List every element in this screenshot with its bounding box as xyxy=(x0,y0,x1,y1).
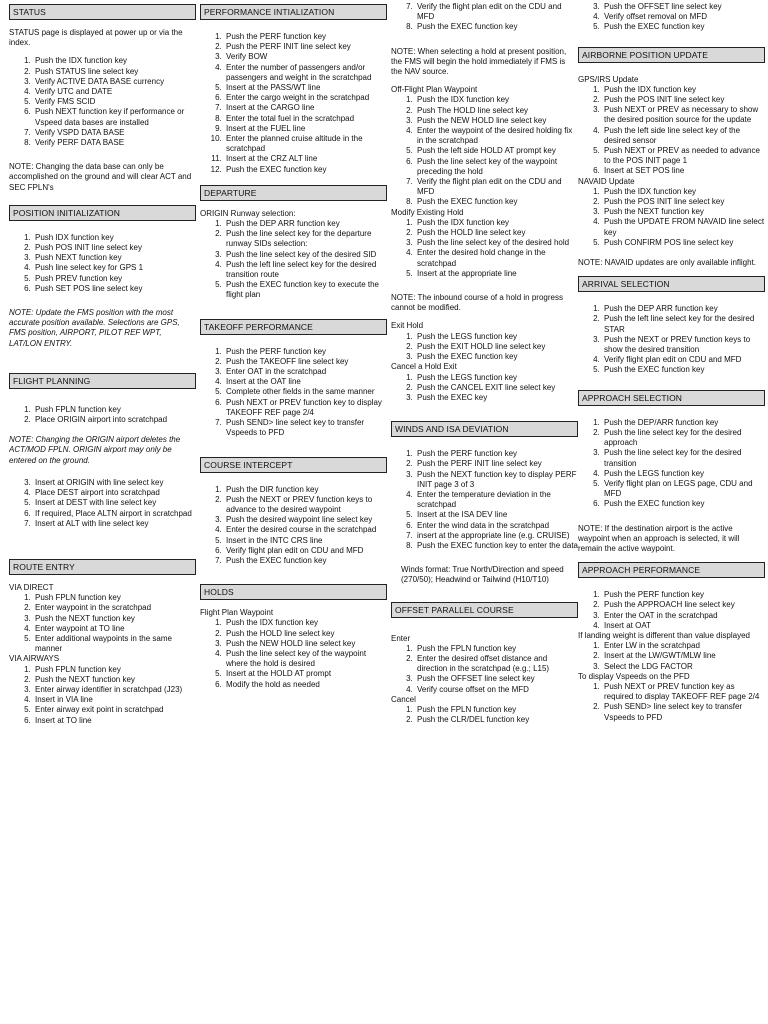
modify-sub: Modify Existing Hold xyxy=(391,207,464,217)
perf-init-header: PERFORMANCE INTIALIZATION xyxy=(200,4,387,20)
list-item: 7. Insert at ALT with line select key xyxy=(33,519,196,529)
cancel-exit-sub: Cancel a Hold Exit xyxy=(391,362,457,372)
list-item: 4. Enter the desired hold change in the scratchpad xyxy=(415,248,578,268)
holds-note-inbound: NOTE: The inbound course of a hold in progress cannot be modified. xyxy=(391,293,563,313)
course-intercept-steps xyxy=(200,485,387,567)
list-item: 1. Push the PERF function key xyxy=(224,347,387,357)
list-item: 3. Enter airway identifier in scratchpad (J23) xyxy=(33,685,196,695)
list-item: 5. Verify FMS SCID xyxy=(33,97,196,107)
list-item: 7. insert at the appropriate line (e.g. CRUISE) xyxy=(415,531,578,541)
via-direct-steps xyxy=(9,593,196,654)
offset-cancel-steps xyxy=(391,705,578,725)
navaid-update-steps xyxy=(578,187,765,248)
list-item: 3. Push the NEXT function key xyxy=(33,614,196,624)
list-item: 2. Push the line select key for the desired approach xyxy=(602,428,765,448)
list-item: 10. Enter the planned cruise altitude in the scratchpad xyxy=(224,134,387,154)
route-entry-header: ROUTE ENTRY xyxy=(9,559,196,575)
list-item: 3. Push the NEW HOLD line select key xyxy=(415,116,578,126)
list-item: 1. Push the PERF function key xyxy=(602,590,765,600)
exit-hold-steps xyxy=(391,332,578,363)
list-item: 4. Push the line select key of the waypoint where the hold is desired xyxy=(224,649,387,669)
list-item: 1. Push the FPLN function key xyxy=(415,644,578,654)
modify-steps xyxy=(391,218,578,279)
flight-planning-steps-a xyxy=(9,405,196,425)
list-item: 6. Verify flight plan edit on CDU and MFD xyxy=(224,546,387,556)
list-item: 3. Push the NEXT or PREV function keys to show the desired transition xyxy=(602,335,765,355)
cancel-exit-steps xyxy=(391,373,578,404)
list-item: 6. Push NEXT or PREV function key to display TAKEOFF REF page 2/4 xyxy=(224,398,387,418)
list-item: 2. Push the PERF INIT line select key xyxy=(224,42,387,52)
list-item: 4. Push the LEGS function key xyxy=(602,469,765,479)
list-item: 5. Insert at the ISA DEV line xyxy=(415,510,578,520)
list-item: 2. Push The HOLD line select key xyxy=(415,106,578,116)
list-item: 3. Verify BOW xyxy=(224,52,387,62)
vspeeds-steps xyxy=(578,682,765,723)
list-item: 2. Push POS INIT line select key xyxy=(33,243,196,253)
list-item: 8. Push the EXEC function key xyxy=(415,22,578,32)
approach-sel-header: APPROACH SELECTION xyxy=(578,390,765,406)
list-item: 2. Push the NEXT or PREV function keys to advance to the desired waypoint xyxy=(224,495,387,515)
list-item: 4. Push line select key for GPS 1 xyxy=(33,263,196,273)
list-item: 3. Push the EXEC key xyxy=(415,393,578,403)
list-item: 8. Push the EXEC function key xyxy=(415,197,578,207)
list-item: 2. Insert at the LW/GWT/MLW line xyxy=(602,651,765,661)
list-item: 5. Insert at DEST with line select key xyxy=(33,498,196,508)
list-item: 3. Verify ACTIVE DATA BASE currency xyxy=(33,77,196,87)
list-item: 6. If required, Place ALTN airport in scratchpad xyxy=(33,509,196,519)
list-item: 2. Push the HOLD line select key xyxy=(224,629,387,639)
navaid-note: NOTE: NAVAID updates are only available inflight. xyxy=(578,258,757,268)
list-item: 6. Enter the cargo weight in the scratchpad xyxy=(224,93,387,103)
list-item: 1. Push FPLN function key xyxy=(33,405,196,415)
list-item: 5. Insert in the INTC CRS line xyxy=(224,536,387,546)
arrival-steps xyxy=(578,304,765,375)
list-item: 1. Push the IDX function key xyxy=(415,218,578,228)
departure-sub: ORIGIN Runway selection: xyxy=(200,208,296,218)
approach-perf-steps xyxy=(578,590,765,631)
list-item: 5. Push NEXT or PREV as needed to advance to the POS INIT page 1 xyxy=(602,146,765,166)
list-item: 3. Push the EXEC function key xyxy=(415,352,578,362)
list-item: 5. Push PREV function key xyxy=(33,274,196,284)
list-item: 6. Push NEXT function key if performance or Vspeed data bases are installed xyxy=(33,107,196,127)
via-airways-label: VIA AIRWAYS xyxy=(9,654,60,664)
list-item: 4. Enter waypoint at TO line xyxy=(33,624,196,634)
perf-init-steps xyxy=(200,32,387,175)
approach-perf-header: APPROACH PERFORMANCE xyxy=(578,562,765,578)
list-item: 5. Enter additional waypoints in the same manner xyxy=(33,634,196,654)
list-item: 2. Push the TAKEOFF line select key xyxy=(224,357,387,367)
column-3 xyxy=(391,0,578,1024)
flight-planning-header: FLIGHT PLANNING xyxy=(9,373,196,389)
list-item: 2. Push the left line select key for the desired STAR xyxy=(602,314,765,334)
list-item: 1. Push the DEP ARR function key xyxy=(602,304,765,314)
list-item: 3. Push NEXT or PREV as necessary to show the desired position source for the update xyxy=(602,105,765,125)
list-item: 1. Push the IDX function key xyxy=(602,187,765,197)
airborne-pos-header: AIRBORNE POSITION UPDATE xyxy=(578,47,765,63)
status-header: STATUS xyxy=(9,4,196,20)
list-item: 7. Verify VSPD DATA BASE xyxy=(33,128,196,138)
list-item: 9. Insert at the FUEL line xyxy=(224,124,387,134)
list-item: 4. Push the UPDATE FROM NAVAID line select key xyxy=(602,217,765,237)
offset-header: OFFSET PARALLEL COURSE xyxy=(391,602,578,618)
list-item: 1. Push FPLN function key xyxy=(33,593,196,603)
list-item: 1. Push the IDX function key xyxy=(602,85,765,95)
status-steps xyxy=(9,56,196,148)
list-item: 2. Place ORIGIN airport into scratchpad xyxy=(33,415,196,425)
list-item: 4. Place DEST airport into scratchpad xyxy=(33,488,196,498)
list-item: 5. Push the EXEC function key xyxy=(602,365,765,375)
list-item: 5. Insert at the appropriate line xyxy=(415,269,578,279)
column-2 xyxy=(200,0,387,1024)
list-item: 8. Push the EXEC function key to enter the data xyxy=(415,541,578,551)
winds-isa-header: WINDS AND ISA DEVIATION xyxy=(391,421,578,437)
via-direct-label: VIA DIRECT xyxy=(9,582,54,592)
winds-format: Winds format: True North/Direction and speed (270/50); Headwind or Tailwind (H10/T10) xyxy=(401,565,564,585)
list-item: 4. Insert at the OAT line xyxy=(224,377,387,387)
list-item: 8. Verify PERF DATA BASE xyxy=(33,138,196,148)
list-item: 5. Enter airway exit point in scratchpad xyxy=(33,705,196,715)
list-item: 6. Modify the hold as needed xyxy=(224,680,387,690)
list-item: 4. Verify UTC and DATE xyxy=(33,87,196,97)
list-item: 4. Push the left side line select key of the desired sensor xyxy=(602,126,765,146)
list-item: 6. Insert at TO line xyxy=(33,716,196,726)
list-item: 3. Push the NEW HOLD line select key xyxy=(224,639,387,649)
list-item: 2. Enter waypoint in the scratchpad xyxy=(33,603,196,613)
holds-cont-steps xyxy=(391,2,578,33)
gps-update-sub: GPS/IRS Update xyxy=(578,74,639,84)
list-item: 1. Push the DEP ARR function key xyxy=(224,219,387,229)
list-item: 2. Push the POS INIT line select key xyxy=(602,95,765,105)
list-item: 1. Push the LEGS function key xyxy=(415,332,578,342)
list-item: 3. Enter OAT in the scratchpad xyxy=(224,367,387,377)
list-item: 1. Push FPLN function key xyxy=(33,665,196,675)
list-item: 1. Push the PERF function key xyxy=(415,449,578,459)
list-item: 3. Insert at ORIGIN with line select key xyxy=(33,478,196,488)
course-intercept-header: COURSE INTERCEPT xyxy=(200,457,387,473)
list-item: 5. Push CONFIRM POS line select key xyxy=(602,238,765,248)
list-item: 1. Push IDX function key xyxy=(33,233,196,243)
offset-enter-sub: Enter xyxy=(391,633,411,643)
list-item: 4. Verify course offset on the MFD xyxy=(415,685,578,695)
list-item: 7. Verify the flight plan edit on the CDU and MFD xyxy=(415,2,578,22)
list-item: 12. Push the EXEC function key xyxy=(224,165,387,175)
list-item: 3. Push the line select key of the desired SID xyxy=(224,250,387,260)
holds-steps xyxy=(200,618,387,689)
landing-weight-sub: If landing weight is different than value displayed xyxy=(578,630,750,640)
list-item: 6. Push the EXEC function key xyxy=(602,499,765,509)
list-item: 1. Push the LEGS function key xyxy=(415,373,578,383)
list-item: 6. Enter the wind data in the scratchpad xyxy=(415,521,578,531)
list-item: 4. Enter the temperature deviation in the scratchpad xyxy=(415,490,578,510)
offset-enter-steps xyxy=(391,644,578,695)
list-item: 2. Push the CLR/DEL function key xyxy=(415,715,578,725)
list-item: 2. Push the HOLD line select key xyxy=(415,228,578,238)
list-item: 5. Insert at the HOLD AT prompt xyxy=(224,669,387,679)
takeoff-perf-steps xyxy=(200,347,387,439)
list-item: 3. Push the OFFSET line select key xyxy=(602,2,765,12)
list-item: 3. Push NEXT function key xyxy=(33,253,196,263)
position-init-header: POSITION INITIALIZATION xyxy=(9,205,196,221)
offset-cont-steps xyxy=(578,2,765,33)
list-item: 2. Push SEND> line select key to transfer Vspeeds to PFD xyxy=(602,702,765,722)
list-item: 3. Push the OFFSET line select key xyxy=(415,674,578,684)
list-item: 6. Push the line select key of the waypoint preceding the hold xyxy=(415,157,578,177)
list-item: 4. Insert at OAT xyxy=(602,621,765,631)
list-item: 7. Insert at the CARGO line xyxy=(224,103,387,113)
list-item: 1. Push NEXT or PREV function key as required to display TAKEOFF REF page 2/4 xyxy=(602,682,765,702)
list-item: 6. Push SET POS line select key xyxy=(33,284,196,294)
list-item: 2. Push the PERF INIT line select key xyxy=(415,459,578,469)
list-item: 5. Insert at the PASS/WT line xyxy=(224,83,387,93)
status-note: NOTE: Changing the data base can only be accomplished on the ground and will clear ACT and SEC FPLN's xyxy=(9,162,192,192)
position-init-note: NOTE: Update the FMS position with the most accurate position available. Selections are GPS, FMS position, AIRPORT, PILOT REF WPT, LAT/LON ENTRY. xyxy=(9,308,180,348)
list-item: 2. Push the APPROACH line select key xyxy=(602,600,765,610)
navaid-update-sub: NAVAID Update xyxy=(578,176,635,186)
list-item: 4. Insert in VIA line xyxy=(33,695,196,705)
flight-planning-note: NOTE: Changing the ORIGIN airport deletes the ACT/MOD FPLN. ORIGIN airport may only be entered on the ground. xyxy=(9,435,181,465)
list-item: 7. Push SEND> line select key to transfer Vspeeds to PFD xyxy=(224,418,387,438)
via-airways-steps xyxy=(9,665,196,726)
list-item: 3. Push the line select key for the desired transition xyxy=(602,448,765,468)
column-4 xyxy=(578,0,765,1024)
list-item: 4. Verify offset removal on MFD xyxy=(602,12,765,22)
list-item: 4. Enter the desired course in the scratchpad xyxy=(224,525,387,535)
list-item: 2. Enter the desired offset distance and direction in the scratchpad (e.g.; L15) xyxy=(415,654,578,674)
flight-planning-steps-b xyxy=(9,478,196,529)
list-item: 5. Verify flight plan on LEGS page, CDU and MFD xyxy=(602,479,765,499)
list-item: 4. Enter the number of passengers and/or passengers and weight in the scratchpad xyxy=(224,63,387,83)
list-item: 5. Push the left side HOLD AT prompt key xyxy=(415,146,578,156)
list-item: 1. Push the PERF function key xyxy=(224,32,387,42)
list-item: 8. Enter the total fuel in the scratchpad xyxy=(224,114,387,124)
list-item: 6. Insert at SET POS line xyxy=(602,166,765,176)
departure-header: DEPARTURE xyxy=(200,185,387,201)
list-item: 7. Verify the flight plan edit on the CDU and MFD xyxy=(415,177,578,197)
list-item: 5. Push the EXEC function key to execute the flight plan xyxy=(224,280,387,300)
winds-isa-steps xyxy=(391,449,578,551)
arrival-header: ARRIVAL SELECTION xyxy=(578,276,765,292)
list-item: 3. Select the LDG FACTOR xyxy=(602,662,765,672)
list-item: 1. Push the IDX function key xyxy=(33,56,196,66)
list-item: 2. Push STATUS line select key xyxy=(33,67,196,77)
list-item: 11. Insert at the CRZ ALT line xyxy=(224,154,387,164)
offplan-sub: Off-Flight Plan Waypoint xyxy=(391,85,478,95)
position-init-steps xyxy=(9,233,196,294)
list-item: 5. Push the EXEC function key xyxy=(602,22,765,32)
list-item: 1. Push the DIR function key xyxy=(224,485,387,495)
list-item: 3. Push the NEXT function key xyxy=(602,207,765,217)
list-item: 2. Push the POS INIT line select key xyxy=(602,197,765,207)
approach-sel-note: NOTE: If the destination airport is the active waypoint when an approach is selected, it will remain the active waypoint. xyxy=(578,523,740,553)
list-item: 1. Push the DEP/ARR function key xyxy=(602,418,765,428)
list-item: 1. Push the IDX function key xyxy=(415,95,578,105)
list-item: 1. Push the IDX function key xyxy=(224,618,387,628)
list-item: 3. Push the desired waypoint line select key xyxy=(224,515,387,525)
list-item: 2. Push the NEXT function key xyxy=(33,675,196,685)
list-item: 4. Verify flight plan edit on CDU and MFD xyxy=(602,355,765,365)
holds-note-present-position: NOTE: When selecting a hold at present position, the FMS will begin the hold immediately if FMS is the NAV source. xyxy=(391,46,567,77)
approach-sel-steps xyxy=(578,418,765,510)
list-item: 5. Complete other fields in the same manner xyxy=(224,387,387,397)
list-item: 7. Push the EXEC function key xyxy=(224,556,387,566)
gps-update-steps xyxy=(578,85,765,177)
holds-header: HOLDS xyxy=(200,584,387,600)
offplan-steps xyxy=(391,95,578,207)
list-item: 4. Enter the waypoint of the desired holding fix in the scratchpad xyxy=(415,126,578,146)
column-1 xyxy=(9,0,196,1024)
list-item: 2. Push the CANCEL EXIT line select key xyxy=(415,383,578,393)
list-item: 2. Push the line select key for the departure runway SIDs selection: xyxy=(224,229,387,249)
list-item: 3. Push the line select key of the desired hold xyxy=(415,238,578,248)
list-item: 1. Push the FPLN function key xyxy=(415,705,578,715)
takeoff-perf-header: TAKEOFF PERFORMANCE xyxy=(200,319,387,335)
list-item: 3. Enter the OAT in the scratchpad xyxy=(602,611,765,621)
exit-hold-sub: Exit Hold xyxy=(391,321,424,331)
vspeeds-sub: To display Vspeeds on the PFD xyxy=(578,671,690,681)
list-item: 2. Push the EXIT HOLD line select key xyxy=(415,342,578,352)
landing-weight-steps xyxy=(578,641,765,672)
offset-cancel-sub: Cancel xyxy=(391,694,416,704)
departure-steps xyxy=(200,219,387,301)
status-intro: STATUS page is displayed at power up or via the index. xyxy=(9,28,183,48)
list-item: 3. Push the NEXT function key to display PERF INIT page 3 of 3 xyxy=(415,470,578,490)
holds-sub: Flight Plan Waypoint xyxy=(200,608,274,618)
list-item: 4. Push the left line select key for the desired transition route xyxy=(224,260,387,280)
list-item: 1. Enter LW in the scratchpad xyxy=(602,641,765,651)
